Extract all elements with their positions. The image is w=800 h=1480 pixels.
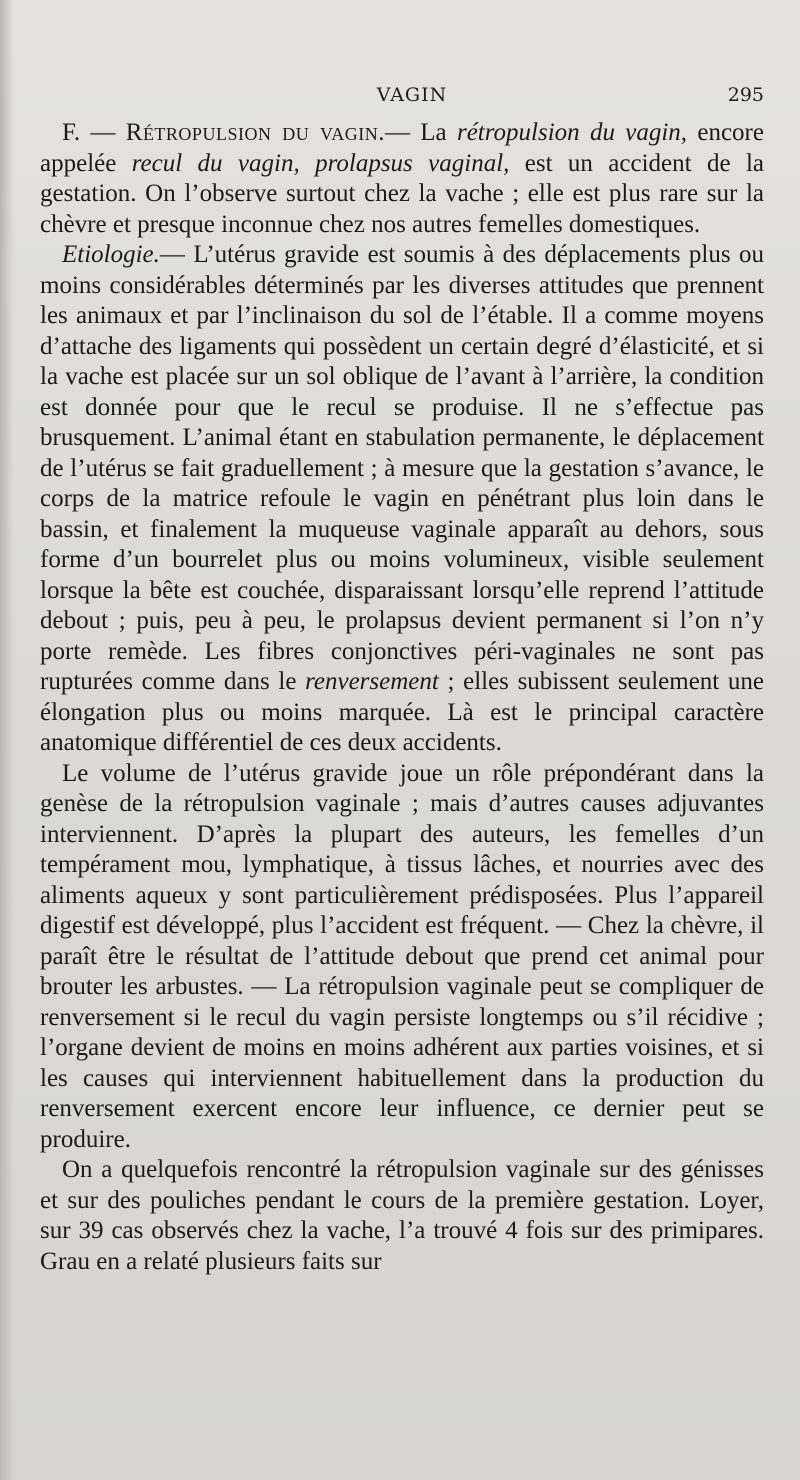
paragraph-etiologie <box>40 240 764 759</box>
heading-dash: — La <box>384 119 457 146</box>
page-gutter-shadow <box>0 0 14 1480</box>
page-number: 295 <box>727 84 764 106</box>
body-text <box>40 118 764 1277</box>
term-synonyms: recul du vagin, prolapsus vaginal, <box>131 149 510 177</box>
section-heading: Rétropulsion du vagin. <box>125 119 385 146</box>
term-retropulsion: rétropulsion du vagin, <box>456 119 688 146</box>
paragraph-text: — L’utérus gravide est soumis à des déplacements plus ou moins considérables déterminés par les diverses attitudes que prennent les animaux et par l’inclinaison du sol de l’étable. Il a comme moyens d’attache des ligaments qui possèdent un certain degré d’élasticité, et si la vache est placée sur un sol oblique de l’avant à l’arrière, la condition est donnée pour que le recul se produise. Il ne s’effectue pas brusquement. L’animal étant en stabulation permanente, le déplacement de l’utérus se fait graduellement ; à mesure que la gestation s’avance, le corps de la matrice refoule le vagin en pénétrant plus loin dans le bassin, et finalement la muqueuse vaginale apparaît au dehors, sous forme d’un bourrelet plus ou moins volumineux, visible seulement lorsque la bête est couchée, disparaissant lorsqu’elle reprend l’attitude debout ; puis, peu à peu, le prolapsus devient permanent si l’on n’y porte remède. Les fibres conjonctives péri-vaginales ne sont pas rupturées comme dans le <box>40 241 764 695</box>
paragraph-cases: On a quelquefois rencontré la rétropulsion vaginale sur des génisses et sur des pouliches pendant le cours de la première gestation. Loyer, sur 39 cas observés chez la vache, l’a trouvé 4 fois sur des primipares. Grau en a relaté plusieurs faits sur <box>40 1156 764 1275</box>
running-title: VAGIN <box>376 84 448 106</box>
paragraph-text: encore appelée <box>40 119 764 177</box>
paragraph-volume: Le volume de l’utérus gravide joue un rôle prépondérant dans la genèse de la rétropulsion vaginale ; mais d’autres causes adjuvantes interviennent. D’après la plupart des auteurs, les femelles d’un tempérament mou, lymphatique, à tissus lâches, et nourries avec des aliments aqueux y sont particulièrement prédisposées. Plus l’appareil digestif est développé, plus l’accident est fréquent. — Chez la chèvre, il paraît être le résultat de l’attitude debout que prend cet animal pour brouter les arbustes. — La rétropulsion vaginale peut se compliquer de renversement si le recul du vagin persiste longtemps ou s’il récidive ; l’organe devient de moins en moins adhérent aux parties voisines, et si les causes qui interviennent habituellement dans la production du renversement exercent encore leur influence, ce dernier peut se produire. <box>40 759 764 1153</box>
paragraph-text: est un accident de la gestation. On l’observe surtout chez la vache ; elle est plus rare sur la chèvre et presque inconnue chez nos autres femelles domestiques. <box>40 149 764 238</box>
section-letter: F. — <box>62 119 126 146</box>
paragraph-retropulsion <box>40 118 764 240</box>
running-header <box>60 84 764 110</box>
etiologie-label: Etiologie. <box>62 241 160 268</box>
paragraph-text: ; elles subissent seulement une élongation plus ou moins marquée. Là est le principal caractère anatomique différentiel de ces deux accidents. <box>40 668 765 756</box>
term-renversement: renversement <box>305 668 439 695</box>
